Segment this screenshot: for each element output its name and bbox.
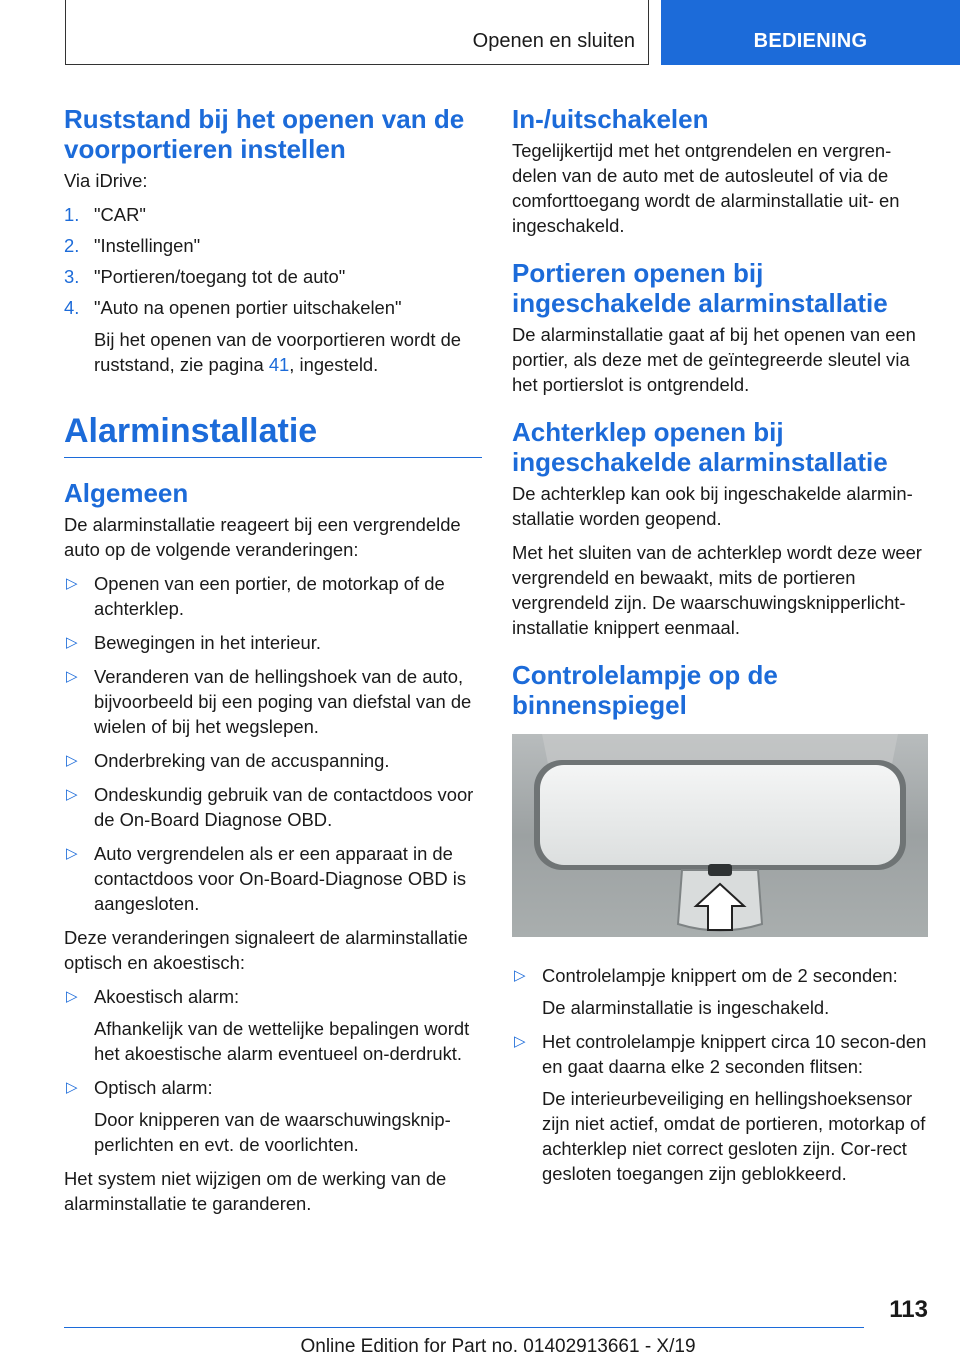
idrive-steps — [64, 202, 482, 377]
list-item — [64, 748, 482, 773]
in-uit-text: Tegelijkertijd met het ontgrendelen en vergren-delen van de auto met de autosleutel of via de comforttoegang wordt de alarminstallatie uit- en ingeschakeld. — [512, 140, 900, 236]
achterklep-text-2: Met het sluiten van de achterklep wordt deze weer vergrendeld en bewaakt, mits de portieren vergrendeld zijn. De waarschuwingsknipperlicht-installatie knippert eenmaal. — [512, 542, 922, 638]
step-number: 4. — [64, 297, 80, 318]
list-item-text: Openen van een portier, de motorkap of de achterklep. — [94, 573, 445, 619]
step-item — [64, 233, 482, 258]
step-4-note-a: Bij het openen van de voorportieren wordt de ruststand, zie pagina — [94, 329, 462, 375]
triangle-bullet-icon: ▷ — [514, 967, 526, 984]
via-idrive-text: Via iDrive: — [64, 170, 148, 191]
section-title: Openen en sluiten — [472, 30, 635, 52]
list-item-text: Bewegingen in het interieur. — [94, 632, 321, 653]
step-number: 3. — [64, 266, 80, 287]
triangle-bullet-icon: ▷ — [66, 634, 78, 651]
chapter-tab — [661, 0, 960, 65]
indicator-list — [512, 963, 928, 1186]
edition-text: Online Edition for Part no. 01402913661 - X/19 — [300, 1336, 696, 1357]
achterklep-text-1: De achterklep kan ook bij ingeschakelde alarmin-stallatie worden geopend. — [512, 483, 913, 529]
right-column — [512, 104, 928, 1195]
signal-text: Deze veranderingen signaleert de alarminstallatie optisch en akoestisch: — [64, 927, 468, 973]
triangle-bullet-icon: ▷ — [66, 1079, 78, 1096]
algemeen-text: De alarminstallatie reageert bij een vergrendelde auto op de volgende veranderingen: — [64, 514, 461, 560]
portieren-text: De alarminstallatie gaat af bij het openen van een portier, als deze met de geïntegreerde sleutel via het portierslot is ontgrendeld. — [512, 324, 916, 395]
list-item-subtext: De interieurbeveiliging en hellingshoeksensor zijn niet actief, omdat de portieren, motorkap of achterklep niet correct gesloten zijn. Cor-rect gesloten toegangen zijn geblokkeerd. — [542, 1088, 926, 1184]
triangle-bullet-icon: ▷ — [514, 1033, 526, 1050]
changes-list — [64, 571, 482, 916]
list-item — [64, 984, 482, 1066]
list-item-subtext: Door knipperen van de waarschuwingsknip-perlichten en evt. de voorlichten. — [94, 1109, 451, 1155]
system-text: Het system niet wijzigen om de werking van de alarminstallatie te garanderen. — [64, 1168, 447, 1214]
list-item — [64, 571, 482, 621]
list-item — [64, 664, 482, 739]
list-item-text: Het controlelampje knippert circa 10 secon-den en gaat daarna elke 2 seconden flitsen: — [542, 1031, 927, 1077]
list-item — [512, 1029, 928, 1186]
step-4-note-b: , ingesteld. — [289, 354, 379, 375]
triangle-bullet-icon: ▷ — [66, 786, 78, 803]
page-number: 113 — [889, 1296, 928, 1323]
heading-in-uitschakelen: In-/uitschakelen — [512, 104, 709, 134]
footer-edition — [0, 1336, 960, 1358]
step-number: 2. — [64, 235, 80, 256]
list-item — [64, 1075, 482, 1157]
heading-algemeen: Algemeen — [64, 478, 189, 508]
triangle-bullet-icon: ▷ — [66, 988, 78, 1005]
heading-ruststand: Ruststand bij het openen van de voorportieren instellen — [64, 104, 465, 164]
rearview-mirror-illustration — [512, 734, 928, 937]
list-item — [64, 782, 482, 832]
step-item — [64, 295, 482, 377]
triangle-bullet-icon: ▷ — [66, 668, 78, 685]
left-column — [64, 104, 482, 1216]
list-item-text: Veranderen van de hellingshoek van de auto, bijvoorbeeld bij een poging van diefstal van de wielen of bij het wegslepen. — [94, 666, 472, 737]
list-item-text: Onderbreking van de accuspanning. — [94, 750, 390, 771]
list-item — [64, 841, 482, 916]
heading-portieren-openen: Portieren openen bij ingeschakelde alarminstallatie — [512, 258, 888, 318]
step-text: "Portieren/toegang tot de auto" — [94, 266, 346, 287]
step-text: "CAR" — [94, 204, 146, 225]
chapter-title: BEDIENING — [753, 30, 868, 52]
list-item-text: Akoestisch alarm: — [94, 986, 240, 1007]
list-item-text: Optisch alarm: — [94, 1077, 213, 1098]
heading-achterklep-openen: Achterklep openen bij ingeschakelde alarminstallatie — [512, 417, 888, 477]
list-item-text: Ondeskundig gebruik van de contactdoos voor de On-Board Diagnose OBD. — [94, 784, 474, 830]
footer-divider — [64, 1327, 864, 1328]
heading-alarminstallatie: Alarminstallatie — [64, 411, 482, 458]
step-text: "Auto na openen portier uitschakelen" — [94, 297, 402, 318]
step-item — [64, 264, 482, 289]
step-item — [64, 202, 482, 227]
step-4-note — [94, 327, 482, 377]
page-link[interactable]: 41 — [268, 354, 290, 375]
triangle-bullet-icon: ▷ — [66, 752, 78, 769]
header-section-box — [65, 0, 649, 65]
heading-controlelampje: Controlelampje op de binnenspiegel — [512, 660, 778, 720]
list-item-subtext: Afhankelijk van de wettelijke bepalingen wordt het akoestische alarm eventueel on-derdrukt. — [94, 1018, 470, 1064]
list-item-text: Auto vergrendelen als er een apparaat in de contactdoos voor On-Board-Diagnose OBD is aangesloten. — [94, 843, 467, 914]
triangle-bullet-icon: ▷ — [66, 575, 78, 592]
triangle-bullet-icon: ▷ — [66, 845, 78, 862]
step-text: "Instellingen" — [94, 235, 201, 256]
list-item-subtext: De alarminstallatie is ingeschakeld. — [542, 997, 830, 1018]
list-item — [64, 630, 482, 655]
step-number: 1. — [64, 204, 80, 225]
alarm-type-list — [64, 984, 482, 1157]
list-item — [512, 963, 928, 1020]
list-item-text: Controlelampje knippert om de 2 seconden: — [542, 965, 898, 986]
